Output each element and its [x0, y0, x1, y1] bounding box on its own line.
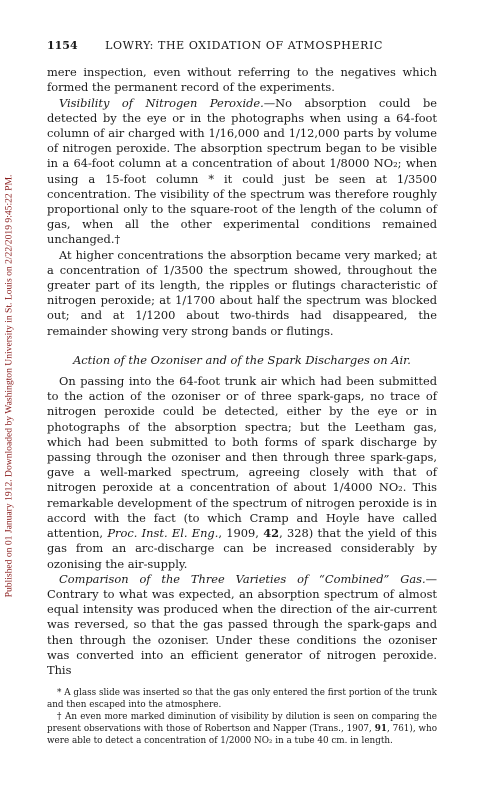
- section-title-visibility: Visibility of Nitrogen Peroxide.: [59, 95, 264, 110]
- footnote-1: * A glass slide was inserted so that the gas only entered the first portion of the trunk and then escaped into the atmosphere.: [47, 688, 437, 711]
- section-heading-ozoniser: Action of the Ozoniser and of the Spark Discharges on Air.: [73, 352, 411, 367]
- page-number: 1154: [47, 39, 78, 52]
- footnote-2-a: † An even more marked diminution of visibility by dilution is seen on comparing the present observations with those of Robertson and Napper (Trans., 1907,: [47, 712, 437, 735]
- citation-volume: 42: [263, 526, 280, 541]
- paragraph-visibility-text: —No absorption could be detected by the eye or in the photographs when using a 64-foot column of air charged with 1/16,000 and 1/12,000 parts by volume of nitrogen peroxide. The absorption spectrum began to be visible in a 64-foot column at a concentration of about 1/8000 NO₂; when using a 15-foot column * it could just be seen at 1/3500 concentration. The visibility of the spectrum was therefore roughly proportional only to the square-root of the length of the column of gas, when all the other experimental conditions remained unchanged.†: [47, 95, 437, 247]
- paragraph-concentrations: At higher concentrations the absorption became very marked; at a concentration of 1/3500 the spectrum showed, throughout the greater part of its length, the ripples or flutings characteristic of nitrogen peroxide; at 1/1700 about half the spectrum was blocked out; and at 1/1200 about two-thirds had disappeared, the remainder showing very strong bands or flutings.: [47, 247, 437, 338]
- running-title: LOWRY: THE OXIDATION OF ATMOSPHERIC: [105, 39, 383, 52]
- paragraph-comparison-text: —Contrary to what was expected, an absorption spectrum of almost equal intensity was produced when the direction of the air-current was reversed, so that the gas passed through the spark-gaps and then through the ozoniser. Under these conditions the ozoniser was converted into an efficient generator of nitrogen peroxide. This: [47, 571, 437, 677]
- citation-journal: Proc. Inst. El. Eng.: [107, 526, 219, 541]
- paragraph-1: mere inspection, even without referring to the negatives which formed the permanent record of the experiments.: [47, 65, 437, 95]
- running-header: [47, 38, 437, 53]
- footnote-2-b: , 761), who were able to detect a concentration of 1/2000 NO₂ in a tube 40 cm. in length.: [47, 724, 437, 747]
- paragraph-ozoniser: [47, 374, 437, 572]
- paragraph-ozoniser-b: , 1909,: [218, 526, 259, 541]
- sidebar-download-notice: [0, 36, 18, 736]
- sidebar-text: Published on 01 January 1912. Downloaded by Washington University in St. Louis on 2/22/2019 9:45:22 PM.: [3, 174, 15, 598]
- paragraph-comparison: [47, 572, 437, 678]
- paragraph-ozoniser-a: On passing into the 64-foot trunk air which had been submitted to the action of the ozoniser or of three spark-gaps, no trace of nitrogen peroxide could be detected, either by the eye or in photographs of the absorption spectra; but the Leetham gas, which had been submitted to both forms of spark discharge by passing through the ozoniser and then through three spark-gaps, gave a well-marked spectrum, agreeing closely with that of nitrogen peroxide at a concentration of about 1/4000 NO₂. This remarkable development of the spectrum of nitrogen peroxide is in accord with the fact (to which Cramp and Hoyle have called attention,: [47, 374, 437, 541]
- paragraph-ozoniser-c: , 328) that the yield of this gas from an arc-discharge can be increased considerably by ozonising the air-supply.: [47, 526, 437, 571]
- page-content: [47, 38, 437, 747]
- paragraph-visibility: [47, 96, 437, 248]
- footnote-2-volume: 91: [374, 724, 387, 735]
- footnote-2: [47, 711, 437, 747]
- footnotes: [47, 687, 437, 747]
- section-title-comparison: Comparison of the Three Varieties of “Combined” Gas.: [59, 571, 426, 586]
